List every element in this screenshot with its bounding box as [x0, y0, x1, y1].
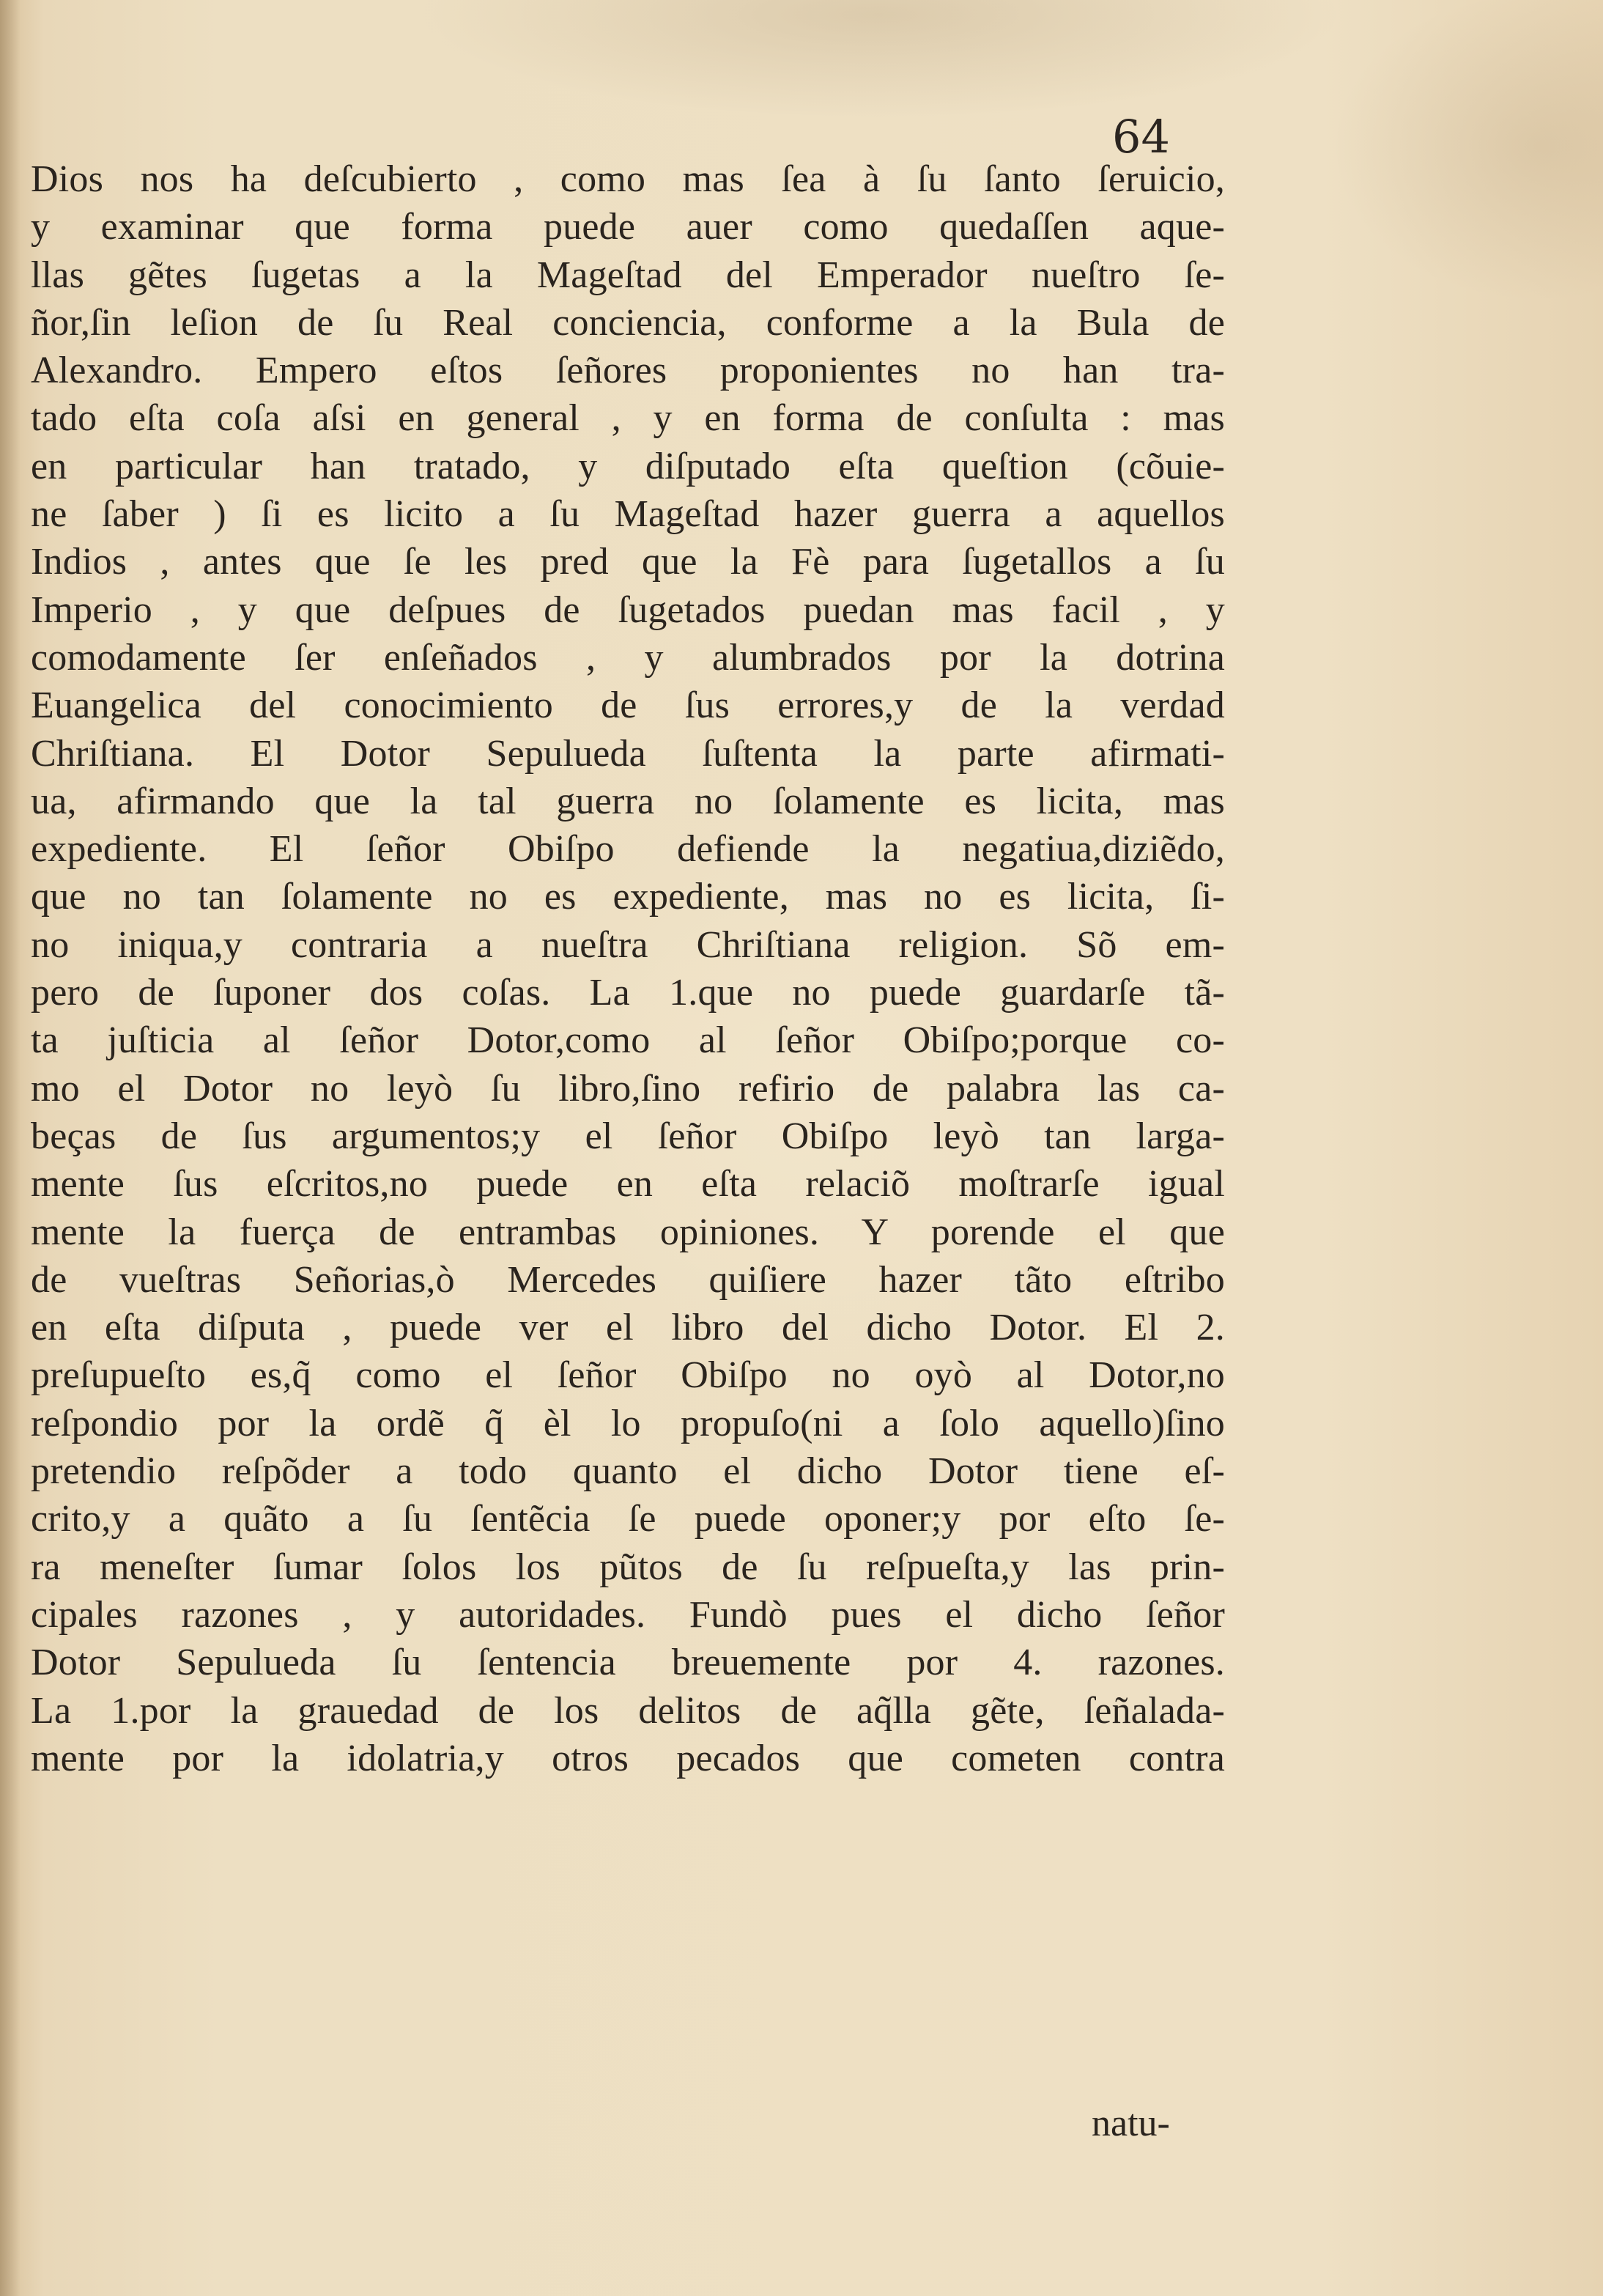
- text-line: ua, afirmando que la tal guerra no ſolamente es licita, mas: [31, 780, 1225, 822]
- text-line: beças de ſus argumentos;y el ſeñor Obiſpo leyò tan larga-: [31, 1115, 1225, 1157]
- gutter-shadow: [0, 0, 21, 2296]
- text-line: de vueſtras Señorias,ò Mercedes quiſiere hazer tãto eſtribo: [31, 1258, 1225, 1301]
- text-line: cipales razones , y autoridades. Fundò pues el dicho ſeñor: [31, 1593, 1225, 1636]
- text-line: mente la fuerça de entrambas opiniones. Y porende el que: [31, 1211, 1225, 1253]
- text-line: y examinar que forma puede auer como quedaſſen aque-: [31, 206, 1225, 248]
- text-line: en eſta diſputa , puede ver el libro del dicho Dotor. El 2.: [31, 1307, 1225, 1349]
- text-line: Dios nos ha deſcubierto , como mas ſea à ſu ſanto ſeruicio,: [31, 158, 1225, 200]
- page-number: 64: [1112, 110, 1170, 163]
- text-line: en particular han tratado, y diſputado eſta queſtion (cõuie-: [31, 445, 1225, 487]
- text-line: expediente. El ſeñor Obiſpo defiende la negatiua,diziẽdo,: [31, 828, 1225, 871]
- body-text: [31, 155, 1225, 1782]
- text-line: no iniqua,y contraria a nueſtra Chriſtiana religion. Sõ em-: [31, 923, 1225, 966]
- catchword: natu-: [1092, 2103, 1170, 2144]
- text-line: mente por la idolatria,y otros pecados que cometen contra: [31, 1737, 1225, 1779]
- text-line: comodamente ſer enſeñados , y alumbrados por la dotrina: [31, 636, 1225, 679]
- text-line: ta juſticia al ſeñor Dotor,como al ſeñor Obiſpo;porque co-: [31, 1019, 1225, 1062]
- text-line: preſupueſto es,q̃ como el ſeñor Obiſpo no oyò al Dotor,no: [31, 1354, 1225, 1397]
- text-line: Indios , antes que ſe les pred que la Fè para ſugetallos a ſu: [31, 541, 1225, 583]
- text-line: Euangelica del conocimiento de ſus errores,y de la verdad: [31, 684, 1225, 727]
- text-line: Alexandro. Empero eſtos ſeñores proponientes no han tra-: [31, 350, 1225, 392]
- text-line: llas gẽtes ſugetas a la Mageſtad del Emperador nueſtro ſe-: [31, 254, 1225, 296]
- text-line: ra meneſter ſumar ſolos los pũtos de ſu reſpueſta,y las prin-: [31, 1546, 1225, 1588]
- text-line: que no tan ſolamente no es expediente, mas no es licita, ſi-: [31, 876, 1225, 918]
- text-line: mente ſus eſcritos,no puede en eſta relaciõ moſtrarſe igual: [31, 1163, 1225, 1206]
- text-line: pero de ſuponer dos coſas. La 1.que no puede guardarſe tã-: [31, 972, 1225, 1014]
- text-line: Imperio , y que deſpues de ſugetados puedan mas facil , y: [31, 588, 1225, 631]
- text-line: La 1.por la grauedad de los delitos de aq̃lla gẽte, ſeñalada-: [31, 1689, 1225, 1732]
- text-line: mo el Dotor no leyò ſu libro,ſino refirio de palabra las ca-: [31, 1067, 1225, 1110]
- text-line: ñor,ſin leſion de ſu Real conciencia, conforme a la Bula de: [31, 301, 1225, 344]
- text-line: Dotor Sepulueda ſu ſentencia breuemente por 4. razones.: [31, 1642, 1225, 1684]
- text-line: tado eſta coſa aſsi en general , y en forma de conſulta : mas: [31, 397, 1225, 440]
- text-line: reſpondio por la ordẽ q̃ èl lo propuſo(ni a ſolo aquello)ſino: [31, 1402, 1225, 1444]
- text-line: Chriſtiana. El Dotor Sepulueda ſuſtenta la parte afirmati-: [31, 732, 1225, 775]
- text-line: ne ſaber ) ſi es licito a ſu Mageſtad hazer guerra a aquellos: [31, 493, 1225, 536]
- text-line: crito,y a quãto a ſu ſentẽcia ſe puede oponer;y por eſto ſe-: [31, 1498, 1225, 1540]
- text-line: pretendio reſpõder a todo quanto el dicho Dotor tiene eſ-: [31, 1450, 1225, 1493]
